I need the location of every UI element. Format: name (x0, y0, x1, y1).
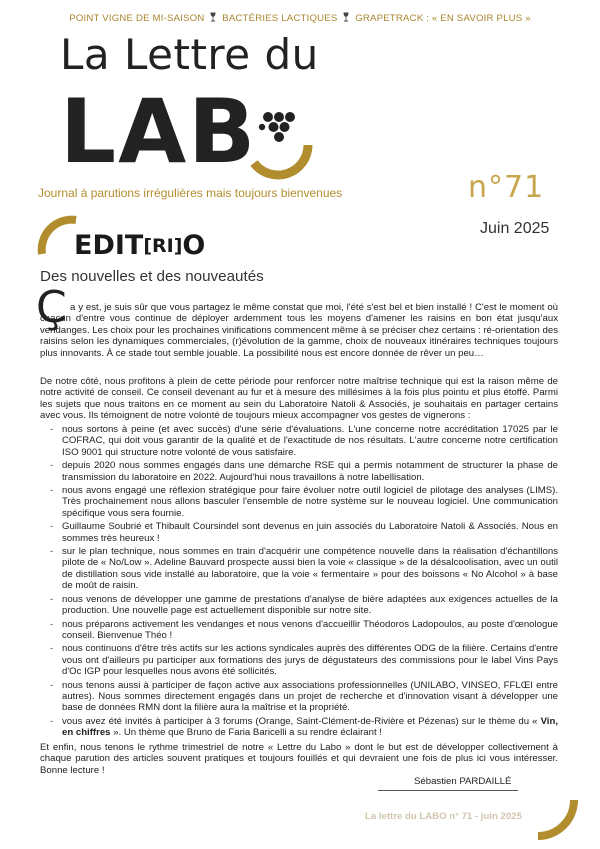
wine-glass-icon (343, 12, 349, 22)
editorial-paragraph-3: Et enfin, nous tenons le rythme trimestriel de notre « Lettre du Labo » dont le but est de développer collectivement à chaque parution des articles souvent pratiques et toujours fouillés et qui devraient une fois de plus ici vous intéresser. Bonne lecture ! (40, 742, 558, 776)
editorial-title: EDIT[RI]O (74, 230, 206, 261)
drop-cap: Ç (36, 282, 67, 333)
topbar-headlines (0, 12, 600, 24)
wine-glass-icon (210, 12, 216, 22)
list-item: ‐ nous continuons d'être très actifs sur les actions syndicales auprès des différentes ODG de la filière. Certains d'entre vous ont d'ailleurs pu participer aux formations des jurys de dégustateurs des commissions pour le label Vins Pays d'Oc IGP pour lesquelles nous avons été sollicités. (62, 643, 558, 677)
page-footer: La lettre du LABO n° 71 - juin 2025 (365, 811, 522, 822)
list-item: ‐ Guillaume Soubrié et Thibault Coursindel sont devenus en juin associés du Laboratoire Natoli & Associés. Nous en sommes très heureux ! (62, 521, 558, 544)
list-item: ‐ vous avez été invités à participer à 3 forums (Orange, Saint-Clément-de-Rivière et Pézenas) sur le thème du « Vin, en chiffres ». Un thème que Bruno de Faria Baricelli a su rendre éclairant ! (62, 716, 558, 739)
list-item: ‐ nous avons engagé une réflexion stratégique pour faire évoluer notre outil logiciel de pilotage des analyses (LIMS). Très prochainement nous allons basculer l'ensemble de notre système sur le nouveau logiciel. Une communication spécifique vous sera fournie. (62, 485, 558, 519)
list-item: ‐ nous venons de développer une gamme de prestations d'analyse de bière adaptées aux exigences actuelles de la production. Une nouvelle page est actuellement disponible sur notre site. (62, 594, 558, 617)
gold-arc-decoration (530, 792, 582, 844)
headline-vigne[interactable]: POINT VIGNE DE MI-SAISON (69, 13, 205, 24)
list-item: ‐ nous préparons activement les vendanges et nous venons d'accueillir Théodoros Ladopoulos, au poste d'œnologue conseil. Bienvenue Théo ! (62, 619, 558, 642)
signature: Sébastien PARDAILLÉ (414, 776, 512, 787)
list-item: ‐ nous sortons à peine (et avec succès) d'une série d'évaluations. L'une concerne notre accréditation 17025 par le COFRAC, qui doit vous garantir de la qualité et de l'exactitude de nos résultats. L'autre concerne notre certification ISO 9001 qui structure notre volonté de vous satisfaire. (62, 424, 558, 458)
editorial-heading: Des nouvelles et des nouveautés (40, 268, 264, 285)
grape-logo-icon (240, 103, 318, 181)
masthead-title-line1: La Lettre du (60, 30, 319, 79)
masthead-title-lab: LAB (60, 80, 258, 183)
editorial-paragraph-1: a y est, je suis sûr que vous partagez le même constat que moi, l'été s'est bel et bien installé ! C'est le moment où chacun d'entre vous continue de déployer ardemment tous les moyens d'amener les raisins en bon état jusqu'aux vendanges. Les choix pour les prochaines vinifications commencent même à se préciser chez certains : ré-orientation des raisins selon les dynamiques commerciales, (r)évolution de la gamme, choix de nouveaux itinéraires techniques toujours plus innovants. À ce stade tout semble jouable. La possibilité nous est encore donnée de rêver un peu… (40, 302, 558, 359)
signature-underline (378, 790, 518, 791)
editorial-paragraph-2: De notre côté, nous profitons à plein de cette période pour renforcer notre maîtrise technique qui est la raison même de notre activité de conseil. Ce conseil devenant au fur et à mesure des millésimes à la fois plus pointu et plus étoffé. Parmi les sujets que nous traitons en ce moment au sein du Laboratoire Natoli & Associés, je souhaitais en partager certains avec vous. Ils témoignent de notre volonté de toujours mieux accompagner vos gestes de vignerons : (40, 376, 558, 422)
list-item: ‐ depuis 2020 nous sommes engagés dans une démarche RSE qui a permis notamment de structurer la phase de transmission du laboratoire en 2022. Aujourd'hui nous travaillons à notre labellisation. (62, 460, 558, 483)
headline-grapetrack[interactable]: GRAPETRACK : « EN SAVOIR PLUS » (355, 13, 531, 24)
list-item: ‐ sur le plan technique, nous sommes en train d'acquérir une compétence nouvelle dans la réalisation d'échantillons pilote de « No/Low ». Adeline Bauvard prospecte aussi bien la voie « classique » de la désalcoolisation, avec un outil de distillation sous vide installé au laboratoire, que la voie « fermentaire » pour des boissons « No Alcohol » à base de moût de raisin. (62, 546, 558, 592)
issue-number: n°71 (468, 170, 545, 205)
issue-date: Juin 2025 (480, 220, 550, 237)
news-bullet-list (62, 424, 558, 741)
headline-bacteries[interactable]: BACTÉRIES LACTIQUES (222, 13, 338, 24)
list-item: ‐ nous tenons aussi à participer de façon active aux associations professionnelles (UNILABO, VINSEO, FFLŒI entre autres). Nous sommes directement engagés dans un projet de recherche et d'innovation visant à développer une base de données RMN dont la filière aura la maîtrise et la propriété. (62, 680, 558, 714)
masthead-subtitle: Journal à parutions irrégulières mais toujours bienvenues (38, 186, 343, 200)
